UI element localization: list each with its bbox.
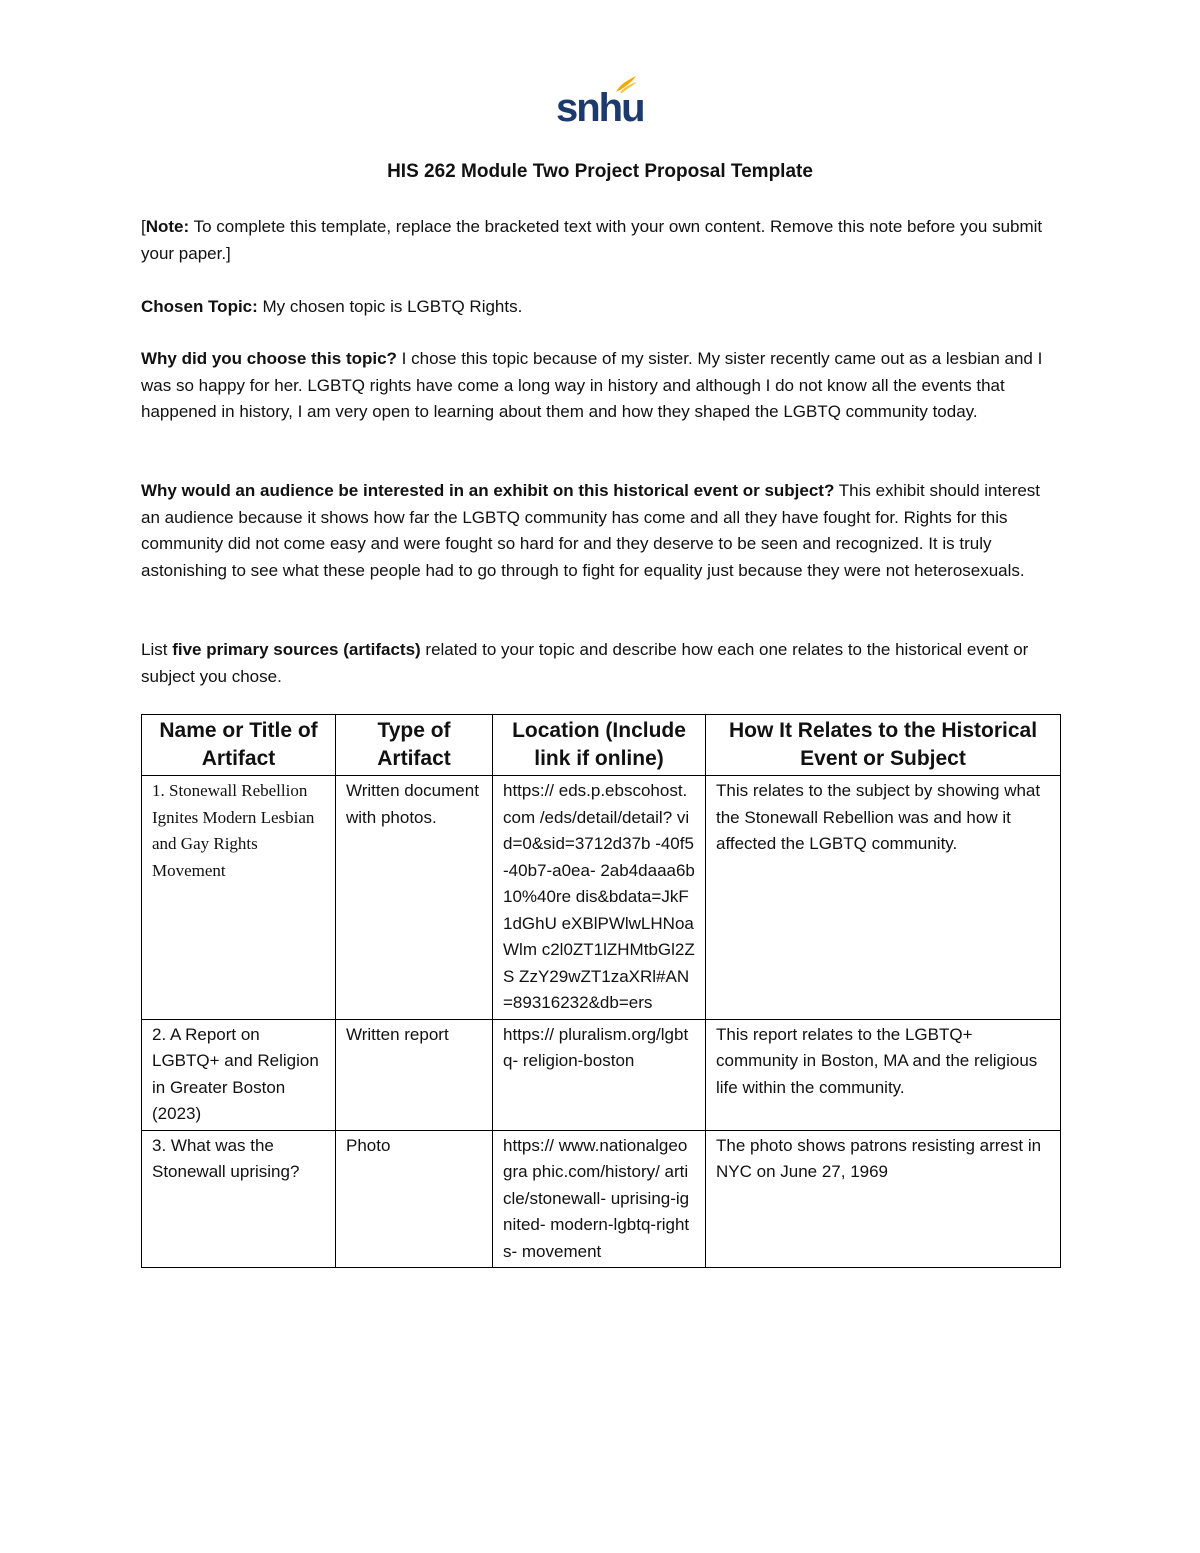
note-text: To complete this template, replace the bracketed text with your own content. Remove this note before you submit your paper.]	[141, 217, 1043, 263]
snhu-logo	[556, 74, 644, 134]
note-label: Note:	[145, 217, 190, 236]
chosen-topic-label: Chosen Topic:	[141, 297, 258, 316]
list-prompt-paragraph: List five primary sources (artifacts) related to your topic and describe how each one relates to the historical event or subject you chose.	[141, 640, 1029, 686]
logo-text: snhu	[556, 86, 644, 130]
artifact-name: 3. What was the Stonewall uprising?	[142, 1130, 336, 1268]
header-location: Location (Include link if online)	[493, 715, 706, 776]
note-paragraph: [Note: To complete this template, replace the bracketed text with your own content. Remove this note before you submit your paper.]	[141, 217, 1043, 263]
artifact-relates: The photo shows patrons resisting arrest in NYC on June 27, 1969	[706, 1130, 1061, 1268]
page-title: HIS 262 Module Two Project Proposal Template	[387, 161, 813, 182]
table-row	[142, 1019, 1061, 1130]
artifact-location-link[interactable]: https:// pluralism.org/lgbtq- religion-boston	[493, 1019, 706, 1130]
artifact-type: Photo	[336, 1130, 493, 1268]
why-topic-paragraph	[141, 346, 1061, 426]
header-name: Name or Title of Artifact	[142, 715, 336, 776]
why-audience-label: Why would an audience be interested in an exhibit on this historical event or subject?	[141, 481, 835, 500]
why-topic-text: I chose this topic because of my sister. My sister recently came out as a lesbian and I was so happy for her. LGBTQ rights have come a long way in history and although I do not know all the events that happened in history, I am very open to learning about them and how they shaped the LGBTQ community today.	[141, 349, 1043, 421]
why-topic-label: Why did you choose this topic?	[141, 349, 397, 368]
list-prompt-bold: five primary sources (artifacts)	[172, 640, 421, 659]
why-audience-text: This exhibit should interest an audience because it shows how far the LGBTQ community has come and all they have fought for. Rights for this community did not come easy and were fought so hard for and they deserve to be seen and recognized. It is truly astonishing to see what these people had to go through to fight for equality just because they were not heterosexuals.	[141, 481, 1041, 580]
artifact-relates: This report relates to the LGBTQ+ community in Boston, MA and the religious life within the community.	[706, 1019, 1061, 1130]
table-row	[142, 1130, 1061, 1268]
artifact-location-link[interactable]: https:// www.nationalgeogra phic.com/history/ article/stonewall- uprising-ignited- modern-lgbtq-rights- movement	[493, 1130, 706, 1268]
header-relates: How It Relates to the Historical Event or Subject	[706, 715, 1061, 776]
artifact-name: 1. Stonewall Rebellion Ignites Modern Lesbian and Gay Rights Movement	[142, 776, 336, 1020]
artifact-name: 2. A Report on LGBTQ+ and Religion in Greater Boston (2023)	[142, 1019, 336, 1130]
table-row	[142, 776, 1061, 1020]
why-audience-paragraph	[141, 478, 1061, 584]
header-type: Type of Artifact	[336, 715, 493, 776]
artifact-type: Written document with photos.	[336, 776, 493, 1020]
artifacts-table	[141, 714, 1061, 1268]
table-header-row	[142, 715, 1061, 776]
chosen-topic-text: My chosen topic is LGBTQ Rights.	[257, 297, 523, 316]
chosen-topic-paragraph	[141, 294, 1061, 321]
artifact-location-link[interactable]: https:// eds.p.ebscohost.com /eds/detail/detail? vid=0&sid=3712d37b -40f5-40b7-a0ea- 2ab4daaa6b10%40re dis&bdata=JkF1dGhU eXBlPWlwLHNoaWlm c2l0ZT1lZHMtbGl2ZS ZzY29wZT1zaXRl#AN =89316232&db=ers	[493, 776, 706, 1020]
artifact-relates: This relates to the subject by showing what the Stonewall Rebellion was and how it affected the LGBTQ community.	[706, 776, 1061, 1020]
artifact-type: Written report	[336, 1019, 493, 1130]
